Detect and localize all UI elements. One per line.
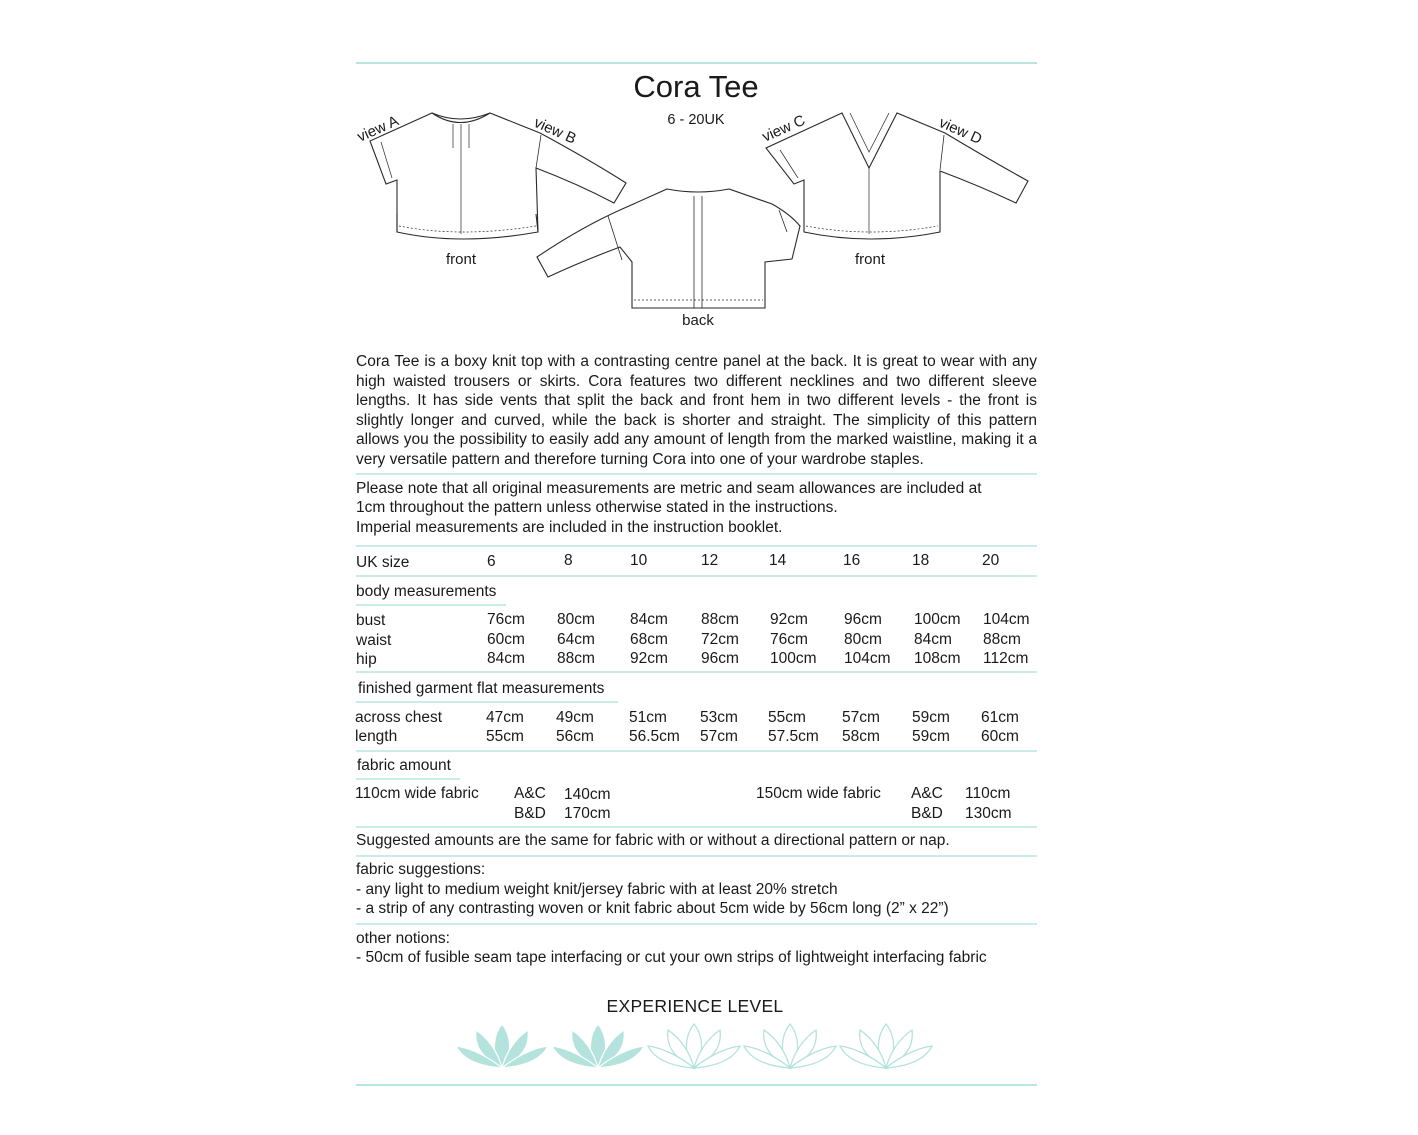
row-label-waist: waist <box>356 632 392 649</box>
page-title: Cora Tee <box>633 69 759 104</box>
hip-10: 92cm <box>630 650 668 667</box>
note-line-2: 1cm throughout the pattern unless otherwise stated in the instructions. <box>356 499 838 516</box>
body-measurements-heading: body measurements <box>356 583 497 600</box>
fabric-amount-heading: fabric amount <box>357 757 451 774</box>
bust-16: 96cm <box>844 611 882 628</box>
size-8: 8 <box>564 552 573 569</box>
heading-underline <box>356 604 506 606</box>
divider <box>356 473 1037 475</box>
hip-12: 96cm <box>701 650 739 667</box>
note-line-1: Please note that all original measurements are metric and seam allowances are included at <box>356 480 982 497</box>
back-drawing <box>537 189 800 308</box>
bust-10: 84cm <box>630 611 668 628</box>
narrow-fabric-label: 110cm wide fabric <box>355 785 479 802</box>
view-d-label: view D <box>936 114 985 148</box>
fabric-suggestions-heading: fabric suggestions: <box>356 861 486 878</box>
length-18: 59cm <box>912 728 950 745</box>
divider <box>356 545 1037 547</box>
narrow-bd-value: 170cm <box>564 805 611 822</box>
divider <box>356 826 1037 828</box>
chest-10: 51cm <box>629 709 667 726</box>
wide-bd-label: B&D <box>911 805 943 822</box>
waist-6: 60cm <box>487 631 525 648</box>
view-b-label: view B <box>531 114 579 148</box>
bust-18: 100cm <box>914 611 961 628</box>
experience-level-label: EXPERIENCE LEVEL <box>606 996 784 1016</box>
lotus-filled-icon <box>552 1024 644 1068</box>
size-18: 18 <box>912 552 930 569</box>
description: Cora Tee is a boxy knit top with a contrasting centre panel at the back. It is great to wear with any high waisted trousers or skirts. Cora features two different necklines and two different sleeve lengths. It has side vents that split the back and front hem in two different levels - the front is slightly longer and curved, while the back is shorter and straight. The simplicity of this pattern allows you the possibility to easily add any amount of length from the marked waistline, making it a very versatile pattern and therefore turning Cora into one of your wardrobe staples. <box>356 353 1037 468</box>
bottom-rule <box>356 1084 1037 1086</box>
heading-underline <box>356 701 618 703</box>
chest-6: 47cm <box>486 709 524 726</box>
length-12: 57cm <box>700 728 738 745</box>
size-20: 20 <box>982 552 1000 569</box>
notions-heading: other notions: <box>356 930 450 947</box>
chest-20: 61cm <box>981 709 1019 726</box>
hip-6: 84cm <box>487 650 525 667</box>
front-cd-drawing <box>766 113 1028 239</box>
divider <box>356 855 1037 857</box>
hip-18: 108cm <box>914 650 961 667</box>
notion-1: - 50cm of fusible seam tape interfacing or cut your own strips of lightweight interfacing fabric <box>356 949 987 966</box>
row-label-hip: hip <box>356 651 377 668</box>
hip-14: 100cm <box>770 650 817 667</box>
lotus-outline-icon <box>840 1024 932 1068</box>
chest-14: 55cm <box>768 709 806 726</box>
bust-6: 76cm <box>487 611 525 628</box>
divider <box>356 671 1037 673</box>
waist-14: 76cm <box>770 631 808 648</box>
divider <box>356 750 1037 752</box>
size-14: 14 <box>769 552 787 569</box>
length-6: 55cm <box>486 728 524 745</box>
waist-8: 64cm <box>557 631 595 648</box>
length-14: 57.5cm <box>768 728 819 745</box>
fabric-note: Suggested amounts are the same for fabric with or without a directional pattern or nap. <box>356 832 950 849</box>
length-10: 56.5cm <box>629 728 680 745</box>
length-20: 60cm <box>981 728 1019 745</box>
divider <box>356 575 1037 577</box>
divider <box>356 923 1037 925</box>
size-16: 16 <box>843 552 861 569</box>
lotus-outline-icon <box>648 1024 740 1068</box>
front-label-cd: front <box>854 251 885 268</box>
length-16: 58cm <box>842 728 880 745</box>
front-ab-drawing <box>370 113 626 239</box>
waist-10: 68cm <box>630 631 668 648</box>
wide-fabric-label: 150cm wide fabric <box>756 785 881 802</box>
garment-measurements-heading: finished garment flat measurements <box>358 680 605 697</box>
hip-8: 88cm <box>557 650 595 667</box>
back-label: back <box>682 312 714 329</box>
bust-14: 92cm <box>770 611 808 628</box>
waist-12: 72cm <box>701 631 739 648</box>
row-label-bust: bust <box>356 612 386 629</box>
bust-8: 80cm <box>557 611 595 628</box>
waist-20: 88cm <box>983 631 1021 648</box>
bust-12: 88cm <box>701 611 739 628</box>
fabric-suggestion-1: - any light to medium weight knit/jersey fabric with at least 20% stretch <box>356 881 838 898</box>
narrow-bd-label: B&D <box>514 805 546 822</box>
fabric-suggestion-2: - a strip of any contrasting woven or knit fabric about 5cm wide by 56cm long (2” x 22”) <box>356 900 949 917</box>
garment-illustration <box>0 0 1418 340</box>
wide-ac-label: A&C <box>911 785 943 802</box>
narrow-ac-value: 140cm <box>564 786 611 803</box>
length-8: 56cm <box>556 728 594 745</box>
view-c-label: view C <box>759 111 808 146</box>
narrow-ac-label: A&C <box>514 785 546 802</box>
hip-20: 112cm <box>983 650 1029 667</box>
lotus-outline-icon <box>744 1024 836 1068</box>
chest-8: 49cm <box>556 709 594 726</box>
front-label-ab: front <box>445 251 476 268</box>
size-6: 6 <box>487 553 496 570</box>
row-label-across-chest: across chest <box>355 709 443 726</box>
heading-underline <box>356 778 460 780</box>
bust-20: 104cm <box>983 611 1030 628</box>
wide-bd-value: 130cm <box>965 805 1012 822</box>
chest-16: 57cm <box>842 709 880 726</box>
size-10: 10 <box>630 552 648 569</box>
lotus-filled-icon <box>456 1024 548 1068</box>
experience-level-rating <box>450 1020 950 1076</box>
waist-18: 84cm <box>914 631 952 648</box>
uk-size-label: UK size <box>356 554 410 571</box>
wide-ac-value: 110cm <box>965 785 1011 802</box>
chest-18: 59cm <box>912 709 950 726</box>
size-12: 12 <box>701 552 719 569</box>
hip-16: 104cm <box>844 650 891 667</box>
row-label-length: length <box>355 728 398 745</box>
waist-16: 80cm <box>844 631 882 648</box>
chest-12: 53cm <box>700 709 738 726</box>
size-range: 6 - 20UK <box>667 112 725 128</box>
view-a-label: view A <box>354 112 402 146</box>
note-line-3: Imperial measurements are included in the instruction booklet. <box>356 519 783 536</box>
